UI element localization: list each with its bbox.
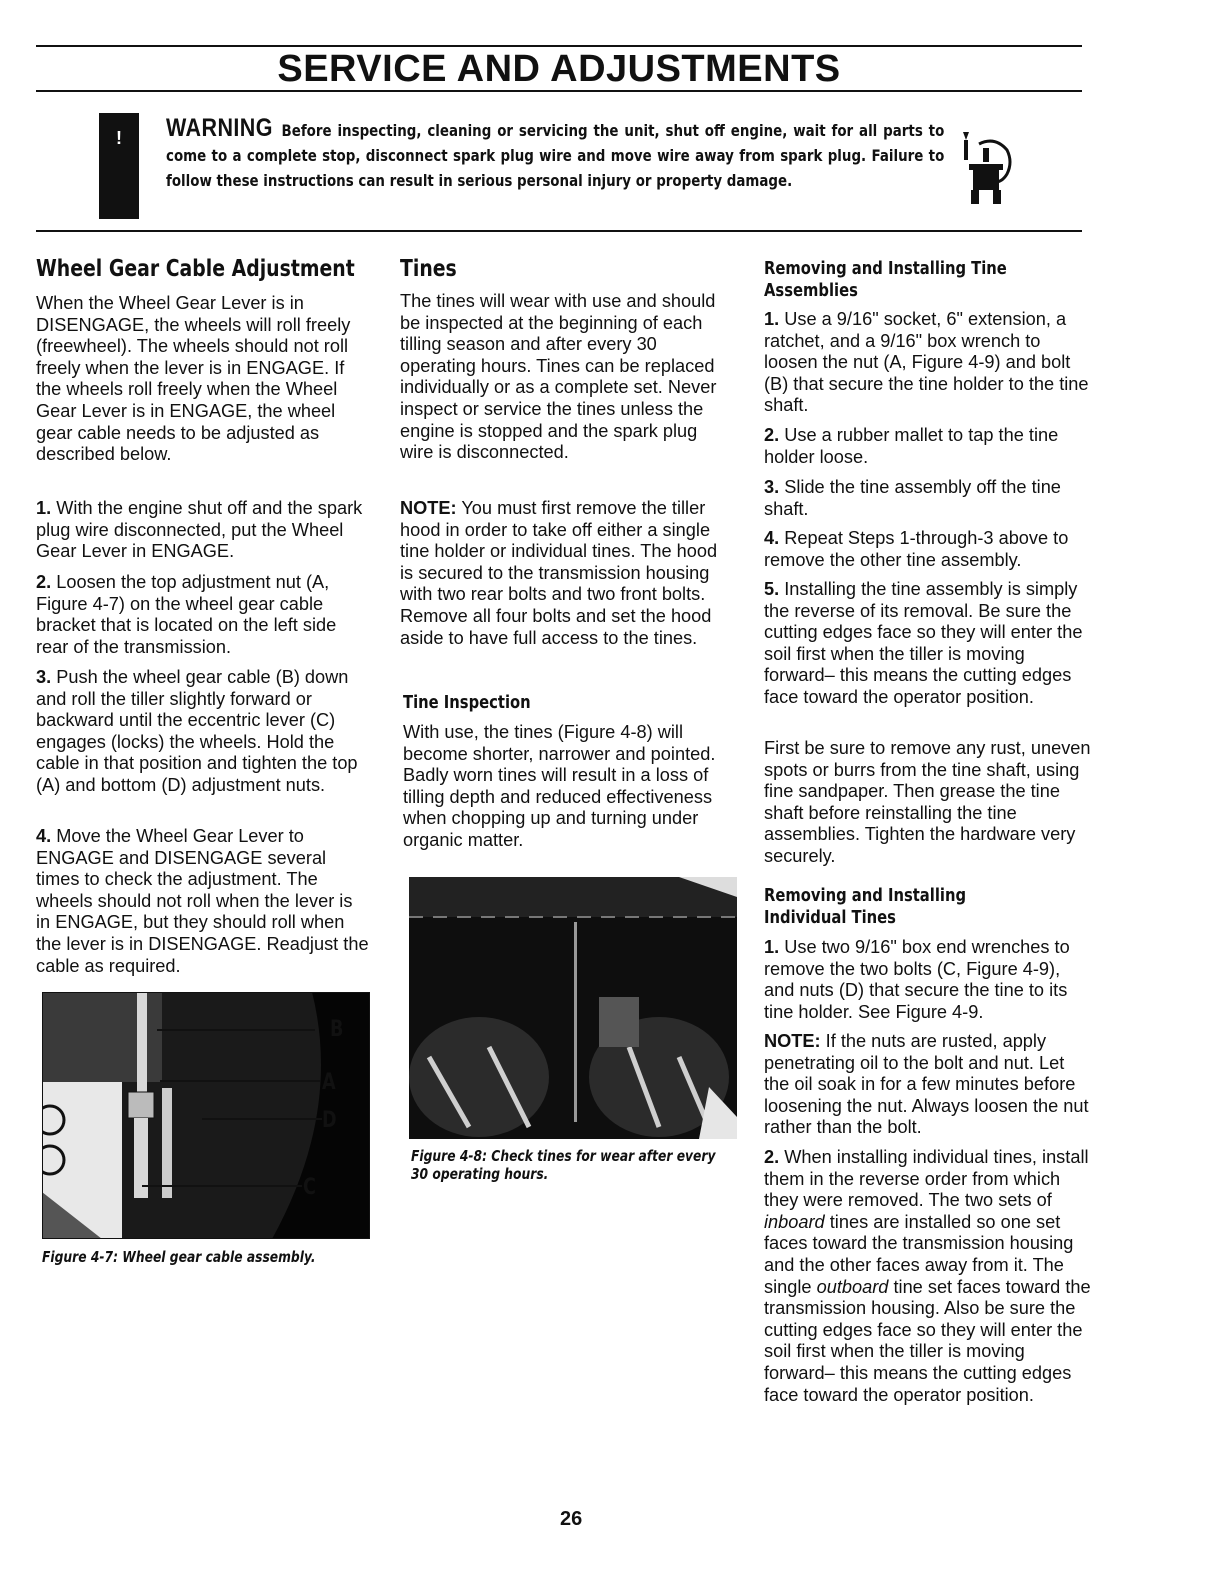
tines-intro: The tines will wear with use and should be inspected at the beginning of each tilling season and after every 30 operating hours. Tines can be replaced individually or as a complete set. Never inspect or service the tines unless the engine is stopped and the spark plug wire is disconnected.	[400, 291, 717, 463]
individual-tines-note: NOTE: If the nuts are rusted, apply penetrating oil to the bolt and nut. Let the oil soak in for a few minutes before loosening the nut. Always loosen the nut rather than the bolt.	[764, 1031, 1089, 1138]
warning-bottom-rule	[36, 230, 1082, 232]
wheel-gear-intro: When the Wheel Gear Lever is in DISENGAGE, the wheels will roll freely (freewheel). The wheels should not roll freely when the lever is in ENGAGE. If the wheels roll freely when the Wheel Gear Lever is in ENGAGE, the wheel gear cable needs to be adjusted as described below.	[36, 293, 351, 465]
wheel-gear-step-4: 4. Move the Wheel Gear Lever to ENGAGE and DISENGAGE several times to check the adjustment. The wheels should not roll when the lever is in ENGAGE, but they should roll when the lever is in DISENGAGE. Readjust the cable as required.	[36, 826, 369, 976]
tine-assemblies-heading: Removing and Installing Tine Assemblies	[764, 258, 1007, 301]
figure-4-8-caption: Figure 4-8: Check tines for wear after every 30 operating hours.	[411, 1147, 716, 1183]
figure-4-8-image	[409, 877, 737, 1139]
individual-tines-heading: Removing and Installing Individual Tines	[764, 885, 967, 928]
warning-text	[166, 116, 944, 194]
tine-assemblies-step-2: 2. Use a rubber mallet to tap the tine holder loose.	[764, 425, 1059, 467]
wheel-gear-step-1: 1. With the engine shut off and the spark plug wire disconnected, put the Wheel Gear Lever in ENGAGE.	[36, 498, 363, 562]
tine-assemblies-step-3: 3. Slide the tine assembly off the tine shaft.	[764, 477, 1061, 519]
tine-assemblies-step-5: 5. Installing the tine assembly is simply the reverse of its removal. Be sure the cutting edges face so they will enter the soil first when the tiller is moving forward– this means the cutting edges face toward the operator position.	[764, 579, 1083, 707]
figure-4-7-image	[42, 992, 370, 1239]
figure-label-c: C	[303, 1175, 316, 1200]
top-rule	[36, 45, 1082, 47]
individual-tines-step-1: 1. Use two 9/16" box end wrenches to remove the two bolts (C, Figure 4-9), and nuts (D) that secure the tine to its tine holder. See Figure 4-9.	[764, 937, 1070, 1022]
tines-heading: Tines	[400, 256, 457, 282]
figure-label-d: D	[322, 1108, 337, 1133]
tines-note: NOTE: You must first remove the tiller hood in order to take off either a single tine holder or individual tines. The hood is secured to the transmission housing with two rear bolts and two front bolts. Remove all four bolts and set the hood aside to have full access to the tines.	[400, 498, 718, 648]
title-underline	[36, 90, 1082, 92]
tine-inspection-heading: Tine Inspection	[403, 692, 531, 713]
tine-assemblies-step-1: 1. Use a 9/16" socket, 6" extension, a ratchet, and a 9/16" box wrench to loosen the nut (A, Figure 4-9) and bolt (B) that secure the tine holder to the tine shaft.	[764, 309, 1089, 416]
warning-bar	[99, 113, 139, 219]
spark-plug-disconnect-icon	[955, 130, 1015, 210]
warning-body: Before inspecting, cleaning or servicing the unit, shut off engine, wait for all parts to come to a complete stop, disconnect spark plug wire and move wire away from spark plug. Failure to follow these instructions can result in serious personal injury or property damage.	[166, 122, 945, 190]
individual-tines-step-2: 2. When installing individual tines, install them in the reverse order from which they were removed. The two sets of inboard tines are installed so one set faces toward the transmission housing and the other faces away from it. The single outboard tine set faces toward the transmission housing. Also be sure the cutting edges face so they will enter the soil first when the tiller is moving forward– this means the cutting edges face toward the operator position.	[764, 1147, 1091, 1405]
wheel-gear-heading: Wheel Gear Cable Adjustment	[36, 256, 355, 282]
tine-shaft-prep: First be sure to remove any rust, uneven spots or burrs from the tine shaft, using fine sandpaper. Then grease the tine shaft before reinstalling the tine assemblies. Tighten the hardware very securely.	[764, 738, 1091, 866]
figure-label-a: A	[322, 1070, 336, 1095]
figure-label-b: B	[330, 1017, 344, 1042]
tines-photo	[409, 877, 737, 1139]
tine-assemblies-step-4: 4. Repeat Steps 1-through-3 above to remove the other tine assembly.	[764, 528, 1069, 570]
exclamation-icon: !	[116, 128, 122, 148]
warning-label: WARNING	[166, 114, 273, 142]
tine-inspection-text: With use, the tines (Figure 4-8) will become shorter, narrower and pointed. Badly worn tines will result in a loss of tilling depth and reduced effectiveness when chopping up and turning under organic matter.	[403, 722, 716, 850]
figure-4-7-caption: Figure 4-7: Wheel gear cable assembly.	[42, 1248, 316, 1266]
page-title: SERVICE AND ADJUSTMENTS	[277, 48, 841, 90]
wheel-gear-step-3: 3. Push the wheel gear cable (B) down and roll the tiller slightly forward or backward until the eccentric lever (C) engages (locks) the wheels. Hold the cable in that position and tighten the top (A) and bottom (D) adjustment nuts.	[36, 667, 358, 795]
wheel-gear-step-2: 2. Loosen the top adjustment nut (A, Figure 4-7) on the wheel gear cable bracket that is located on the left side rear of the transmission.	[36, 572, 337, 657]
page-number: 26	[560, 1508, 583, 1530]
